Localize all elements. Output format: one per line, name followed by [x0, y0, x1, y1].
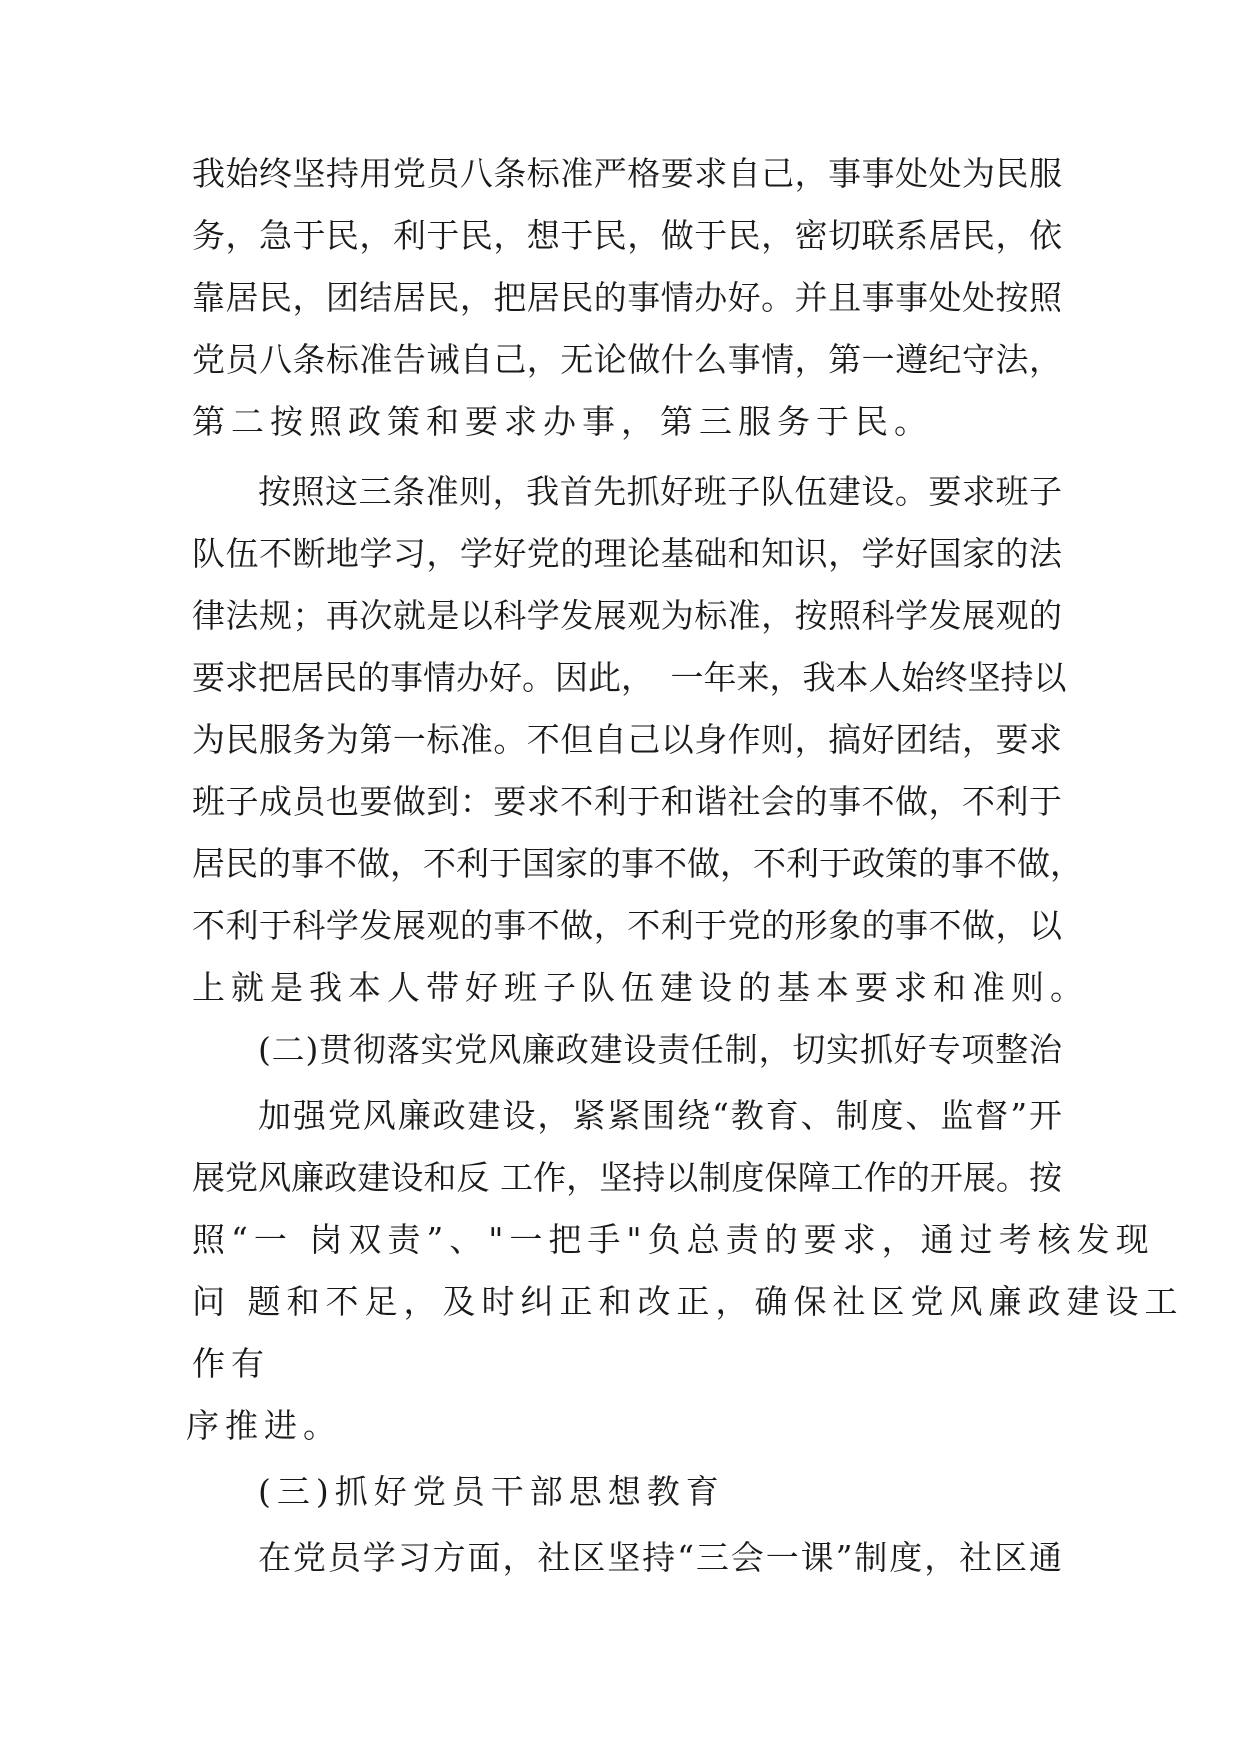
paragraph-2-line-6: 班子成员也要做到：要求不利于和谐社会的事不做，不利于: [192, 782, 1062, 821]
paragraph-2-line-4: 要求把居民的事情办好。因此， 一年来，我本人始终坚持以: [192, 658, 1067, 697]
section-heading-3: (三)抓好党员干部思想教育: [258, 1472, 725, 1511]
paragraph-2-line-9: 上就是我本人带好班子队伍建设的基本要求和准则。: [192, 968, 1089, 1007]
paragraph-2-line-3: 律法规；再次就是以科学发展观为标准，按照科学发展观的: [192, 596, 1062, 635]
paragraph-1-line-5: 第二按照政策和要求办事，第三服务于民。: [192, 402, 933, 441]
paragraph-2-line-7: 居民的事不做，不利于国家的事不做，不利于政策的事不做，: [192, 844, 1083, 883]
paragraph-2-line-5: 为民服务为第一标准。不但自己以身作则，搞好团结，要求: [192, 720, 1062, 759]
paragraph-2-line-2: 队伍不断地学习，学好党的理论基础和知识，学好国家的法: [192, 534, 1062, 573]
paragraph-3-line-4: 问 题和不足，及时纠正和改正，确保社区党风廉政建设工: [192, 1282, 1184, 1321]
paragraph-4-line-1: 在党员学习方面，社区坚持“三会一课”制度，社区通: [258, 1538, 1062, 1577]
paragraph-1-line-3: 靠居民，团结居民，把居民的事情办好。并且事事处处按照: [192, 278, 1062, 317]
paragraph-1-line-4: 党员八条标准告诫自己，无论做什么事情，第一遵纪守法，: [192, 340, 1062, 379]
paragraph-3-line-1: 加强党风廉政建设，紧紧围绕“教育、制度、监督”开: [258, 1096, 1062, 1135]
paragraph-2-line-1: 按照这三条准则，我首先抓好班子队伍建设。要求班子: [258, 472, 1062, 511]
paragraph-3-line-3: 照“一 岗双责”、"一把手"负总责的要求，通过考核发现: [192, 1220, 1155, 1259]
paragraph-3-line-6: 序推进。: [186, 1406, 342, 1445]
paragraph-1-line-1: 我始终坚持用党员八条标准严格要求自己，事事处处为民服: [192, 154, 1062, 193]
paragraph-3-line-2: 展党风廉政建设和反 工作，坚持以制度保障工作的开展。按: [192, 1158, 1062, 1197]
paragraph-1-line-2: 务，急于民，利于民，想于民，做于民，密切联系居民，依: [192, 216, 1062, 255]
paragraph-3-line-5: 作有: [192, 1344, 270, 1383]
paragraph-2-line-8: 不利于科学发展观的事不做，不利于党的形象的事不做，以: [192, 906, 1062, 945]
section-heading-2: (二)贯彻落实党风廉政建设责任制，切实抓好专项整治: [258, 1030, 1062, 1069]
